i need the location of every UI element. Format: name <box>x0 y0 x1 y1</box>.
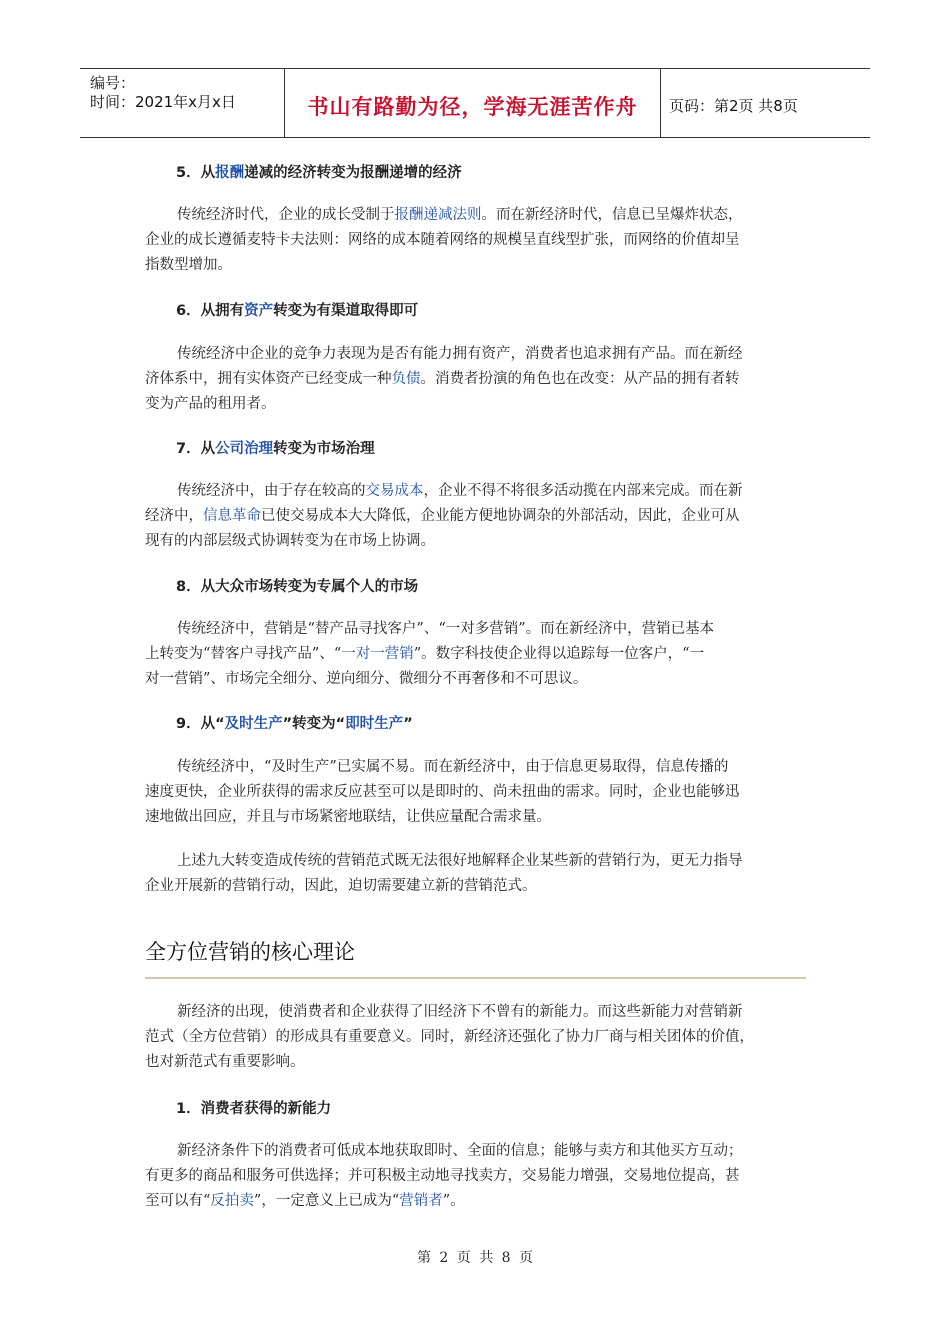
consumer-ability-title: 1．消费者获得的新能力 <box>176 1101 332 1117</box>
section-6-title-pre: 6．从拥有 <box>176 303 245 319</box>
section-9-paragraph <box>145 755 805 830</box>
page-footer: 第 2 页 共 8 页 <box>416 1250 534 1266</box>
link-assets[interactable]: 资产 <box>244 303 274 319</box>
summary-line-1: 上述九大转变造成传统的营销范式既无法很好地解释企业某些新的营销行为，更无力指导 <box>177 853 743 869</box>
number-label: 编号： <box>90 74 136 92</box>
section-5-title-pre: 5．从 <box>176 165 216 181</box>
intro-line-1: 新经济的出现，使消费者和企业获得了旧经济下不曾有的新能力。而这些新能力对营销新 <box>177 1004 743 1020</box>
s8-l2-b: ”。数字科技使企业得以追踪每一位客户，“一 <box>413 646 705 662</box>
intro-line-2: 范式（全方位营销）的形成具有重要意义。同时，新经济还强化了协力厂商与相关团体的价值， <box>145 1029 754 1045</box>
s5-l1-a: 传统经济时代，企业的成长受制于 <box>177 207 395 223</box>
section-5-title <box>176 161 462 182</box>
section-6-paragraph <box>145 342 805 417</box>
section-heading: 全方位营销的核心理论 <box>145 940 355 964</box>
link-marketer[interactable]: 营销者 <box>399 1193 443 1209</box>
link-corporate-governance[interactable]: 公司治理 <box>215 441 274 457</box>
s7-line-2 <box>145 504 805 529</box>
link-liability[interactable]: 负债 <box>391 371 421 387</box>
section-7-title-post: 转变为市场治理 <box>273 441 375 457</box>
s7-l2-b: 已使交易成本大大降低，企业能方便地协调杂的外部活动，因此，企业可从 <box>261 508 740 524</box>
page-code: 页码：第2页 共8页 <box>669 97 798 115</box>
section-6-title-post: 转变为有渠道取得即可 <box>273 303 419 319</box>
c1-line-3 <box>145 1189 805 1214</box>
link-reverse-auction[interactable]: 反拍卖 <box>210 1193 254 1209</box>
date-label: 时间：2021年x月x日 <box>90 93 236 111</box>
link-transaction-cost[interactable]: 交易成本 <box>365 483 424 499</box>
c1-l3-c: ”。 <box>442 1193 465 1209</box>
link-just-in-time[interactable]: 及时生产 <box>224 716 283 732</box>
s7-l1-a: 传统经济中，由于存在较高的 <box>177 483 366 499</box>
s8-line-1: 传统经济中，营销是“替产品寻找客户”、“一对多营销”。而在新经济中，营销已基本 <box>177 621 715 637</box>
s5-line-1 <box>145 203 805 228</box>
summary-paragraph <box>145 849 805 899</box>
section-7-paragraph <box>145 479 805 554</box>
s7-l1-b: ，企业不得不将很多活动揽在内部来完成。而在新 <box>423 483 743 499</box>
section-9-title-post: ” <box>403 716 413 732</box>
section-9-title-mid: ”转变为“ <box>282 716 346 732</box>
s9-line-3: 速地做出回应，并且与市场紧密地联结，让供应量配合需求量。 <box>145 809 551 825</box>
section-5-title-post: 递减的经济转变为报酬递增的经济 <box>244 165 462 181</box>
s7-l2-a: 经济中， <box>145 508 203 524</box>
s6-l2-a: 济体系中，拥有实体资产已经变成一种 <box>145 371 392 387</box>
intro-paragraph <box>145 1000 805 1075</box>
s9-line-2: 速度更快，企业所获得的需求反应甚至可以是即时的、尚未扭曲的需求。同时，企业也能够迅 <box>145 784 740 800</box>
section-9-title-pre: 9．从“ <box>176 716 225 732</box>
s8-line-3: 对一营销”、市场完全细分、逆向细分、微细分不再奢侈和不可思议。 <box>145 671 588 687</box>
section-7-title-pre: 7．从 <box>176 441 216 457</box>
s5-line-2: 企业的成长遵循麦特卡夫法则：网络的成本随着网络的规模呈直线型扩张，而网络的价值却呈 <box>145 232 740 248</box>
header-left-cell <box>80 69 285 137</box>
section-8-paragraph <box>145 617 805 692</box>
link-information-revolution[interactable]: 信息革命 <box>203 508 261 524</box>
header-middle-cell <box>285 69 661 137</box>
s6-l2-b: 。消费者扮演的角色也在改变：从产品的拥有者转 <box>420 371 740 387</box>
section-7-title <box>176 437 375 458</box>
section-8-title: 8．从大众市场转变为专属个人的市场 <box>176 579 419 595</box>
link-baochou[interactable]: 报酬 <box>215 165 245 181</box>
intro-line-3: 也对新范式有重要影响。 <box>145 1054 305 1070</box>
s5-l1-b: 。而在新经济时代，信息已呈爆炸状态， <box>481 207 743 223</box>
s6-line-1: 传统经济中企业的竞争力表现为是否有能力拥有资产，消费者也追求拥有产品。而在新经 <box>177 346 743 362</box>
section-6-title <box>176 299 418 320</box>
link-diminishing-returns[interactable]: 报酬递减法则 <box>394 207 482 223</box>
s6-line-2 <box>145 367 805 392</box>
header-motto: 书山有路勤为径，学海无涯苦作舟 <box>307 95 638 119</box>
c1-line-1: 新经济条件下的消费者可低成本地获取即时、全面的信息；能够与卖方和其他买方互动； <box>177 1143 743 1159</box>
summary-line-2: 企业开展新的营销行动，因此，迫切需要建立新的营销范式。 <box>145 878 537 894</box>
s7-line-1 <box>145 479 805 504</box>
section-9-title <box>176 712 413 733</box>
consumer-ability-paragraph <box>145 1139 805 1214</box>
s8-l2-a: 上转变为“替客户寻找产品”、“ <box>145 646 342 662</box>
c1-l3-a: 至可以有“ <box>145 1193 211 1209</box>
link-real-time-production[interactable]: 即时生产 <box>345 716 404 732</box>
page-header <box>80 68 870 138</box>
s7-line-3: 现有的内部层级式协调转变为在市场上协调。 <box>145 533 435 549</box>
link-one-to-one-marketing[interactable]: 一对一营销 <box>341 646 414 662</box>
s9-line-1: 传统经济中，“及时生产”已实属不易。而在新经济中，由于信息更易取得，信息传播的 <box>177 759 729 775</box>
c1-l3-b: ”，一定意义上已成为“ <box>253 1193 400 1209</box>
s8-line-2 <box>145 642 805 667</box>
section-5-paragraph <box>145 203 805 278</box>
header-right-cell <box>661 69 870 137</box>
heading-divider <box>145 977 806 979</box>
c1-line-2: 有更多的商品和服务可供选择；并可积极主动地寻找卖方，交易能力增强，交易地位提高，甚 <box>145 1168 740 1184</box>
s6-line-3: 变为产品的租用者。 <box>145 396 276 412</box>
s5-line-3: 指数型增加。 <box>145 257 232 273</box>
